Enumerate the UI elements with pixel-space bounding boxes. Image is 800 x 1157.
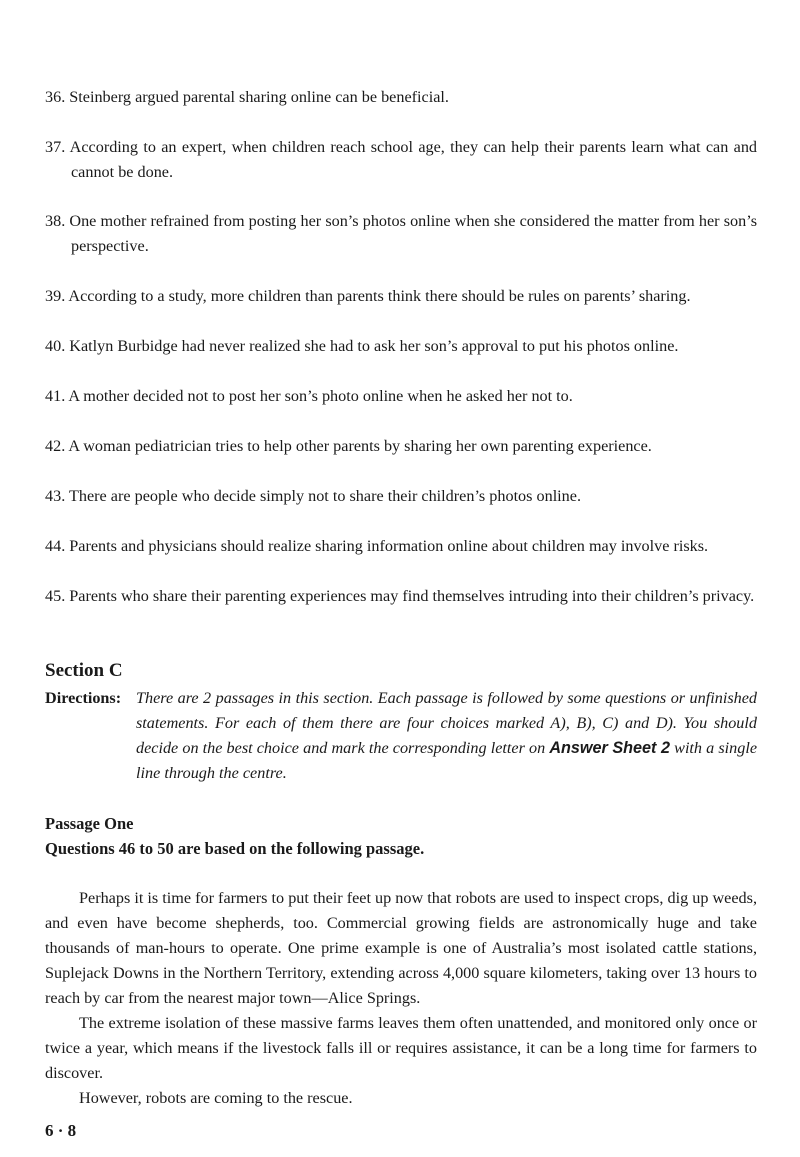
statement-number: 36. [45,88,66,106]
answer-sheet-label: Answer Sheet 2 [549,739,671,757]
directions-body [136,686,757,786]
statement-38 [45,209,757,259]
statement-number: 45. [45,587,66,605]
passage-paragraph: Perhaps it is time for farmers to put their feet up now that robots are used to inspect crops, dig up weeds, and even have become shepherds, too. Commercial growing fields are astronomically huge and take thousands of man-hours to operate. One prime example is one of Australia’s most isolated cattle stations, Suplejack Downs in the Northern Territory, extending across 4,000 square kilometers, taking over 13 hours to reach by car from the nearest major town—Alice Springs. [45,889,757,1007]
passage-paragraph: However, robots are coming to the rescue. [79,1089,353,1107]
statement-44 [45,534,757,559]
statement-number: 37. [45,138,66,156]
statement-45 [45,584,757,609]
passage-title: Passage One [45,814,134,833]
statement-40 [45,334,757,359]
statement-text: A woman pediatrician tries to help other parents by sharing her own parenting experience. [68,437,652,455]
statement-number: 44. [45,537,66,555]
statement-text: There are people who decide simply not to share their children’s photos online. [69,487,582,505]
questions-range: Questions 46 to 50 are based on the following passage. [45,839,425,858]
statement-36 [45,85,757,110]
statement-text: Parents who share their parenting experiences may find themselves intruding into their children’s privacy. [69,587,755,605]
directions [45,686,757,786]
statement-number: 40. [45,337,66,355]
statement-text: According to an expert, when children reach school age, they can help their parents learn what can and cannot be done. [69,138,758,181]
statement-number: 42. [45,437,66,455]
statement-42 [45,434,757,459]
statement-41 [45,384,757,409]
statement-text: Steinberg argued parental sharing online can be beneficial. [69,88,449,106]
statement-number: 41. [45,387,66,405]
statement-43 [45,484,757,509]
statement-number: 43. [45,487,66,505]
directions-text: There are 2 passages in this section. Each passage is followed by some questions or unfinished statements. For each of them there are four choices marked A), B), C) and D). You should decide on the best choice and mark the corresponding letter on [136,689,757,757]
statement-37 [45,135,757,185]
page-number: 6 · 8 [45,1121,77,1140]
statement-text: A mother decided not to post her son’s photo online when he asked her not to. [68,387,573,405]
statement-39 [45,284,757,309]
section-title: Section C [45,660,123,681]
statement-number: 39. [45,287,66,305]
directions-label: Directions: [45,689,122,707]
statement-text: Katlyn Burbidge had never realized she had to ask her son’s approval to put his photos online. [69,337,679,355]
directions-tail: with a single line through the centre. [136,739,758,782]
statement-text: Parents and physicians should realize sharing information online about children may involve risks. [69,537,709,555]
statement-number: 38. [45,212,66,230]
statement-text: According to a study, more children than parents think there should be rules on parents’ sharing. [68,287,691,305]
statement-text: One mother refrained from posting her son’s photos online when she considered the matter from her son’s perspective. [69,212,758,255]
passage-paragraph: The extreme isolation of these massive farms leaves them often unattended, and monitored only once or twice a year, which means if the livestock falls ill or requires assistance, it can be a long time for farmers to discover. [45,1014,757,1082]
